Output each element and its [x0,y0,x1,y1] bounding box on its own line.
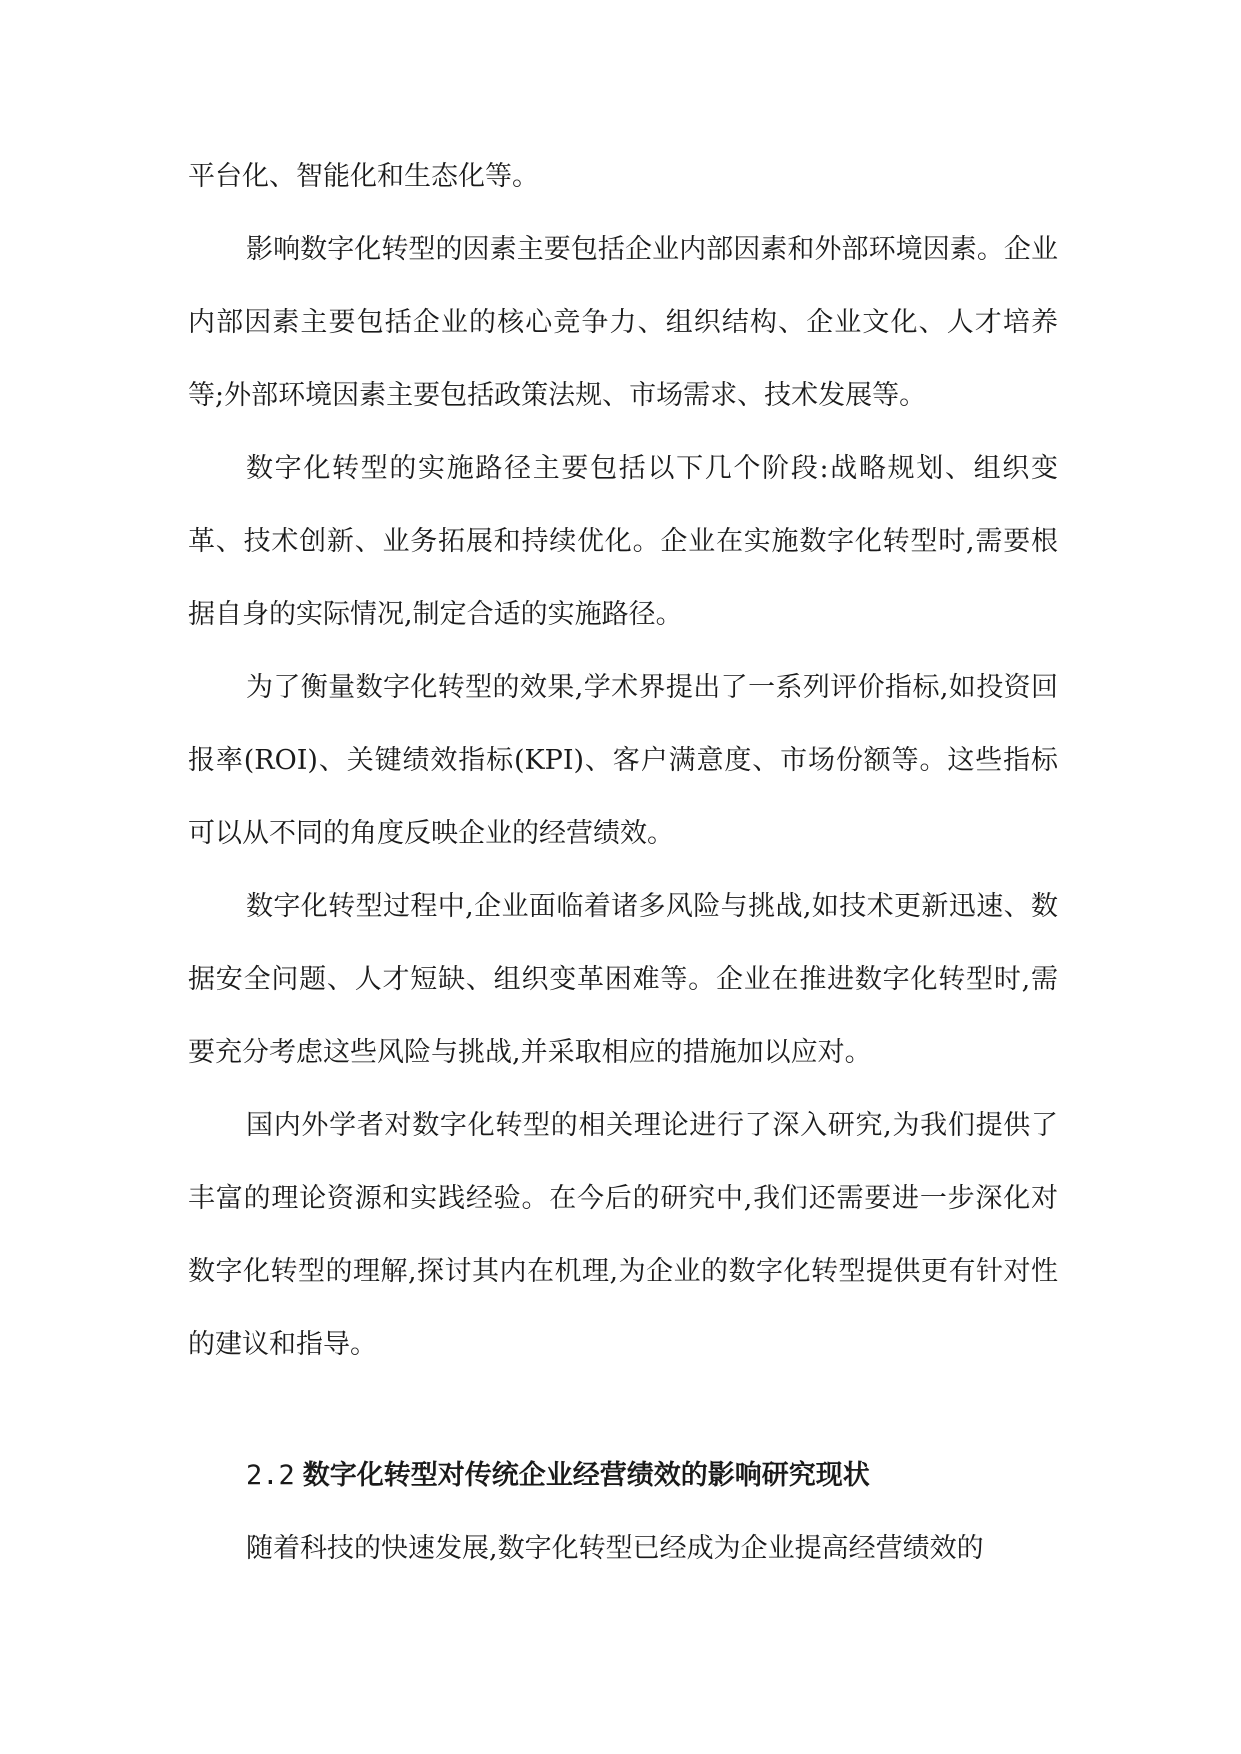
paragraph-continuation: 平台化、智能化和生态化等。 [188,161,539,192]
paragraph-risks-challenges: 数字化转型过程中,企业面临着诸多风险与挑战,如技术更新迅速、数据安全问题、人才短缺、组织变革困难等。企业在推进数字化转型时,需要充分考虑这些风险与挑战,并采取相应的措施加以应对。 [188,891,1058,1068]
document-page [188,140,1058,1585]
paragraph-research-summary: 国内外学者对数字化转型的相关理论进行了深入研究,为我们提供了丰富的理论资源和实践经验。在今后的研究中,我们还需要进一步深化对数字化转型的理解,探讨其内在机理,为企业的数字化转型提供更有针对性的建议和指导。 [188,1110,1058,1360]
paragraph-influencing-factors: 影响数字化转型的因素主要包括企业内部因素和外部环境因素。企业内部因素主要包括企业的核心竞争力、组织结构、企业文化、人才培养等;外部环境因素主要包括政策法规、市场需求、技术发展等。 [188,234,1058,411]
paragraph-implementation-path: 数字化转型的实施路径主要包括以下几个阶段:战略规划、组织变革、技术创新、业务拓展和持续优化。企业在实施数字化转型时,需要根据自身的实际情况,制定合适的实施路径。 [188,453,1058,630]
paragraph-section-intro: 随着科技的快速发展,数字化转型已经成为企业提高经营绩效的 [246,1533,984,1564]
section-number: 2.2 [246,1460,295,1491]
section-heading [246,1439,1058,1512]
section-title: 数字化转型对传统企业经营绩效的影响研究现状 [302,1460,870,1491]
paragraph-evaluation-indicators: 为了衡量数字化转型的效果,学术界提出了一系列评价指标,如投资回报率(ROI)、关键绩效指标(KPI)、客户满意度、市场份额等。这些指标可以从不同的角度反映企业的经营绩效。 [188,672,1058,849]
